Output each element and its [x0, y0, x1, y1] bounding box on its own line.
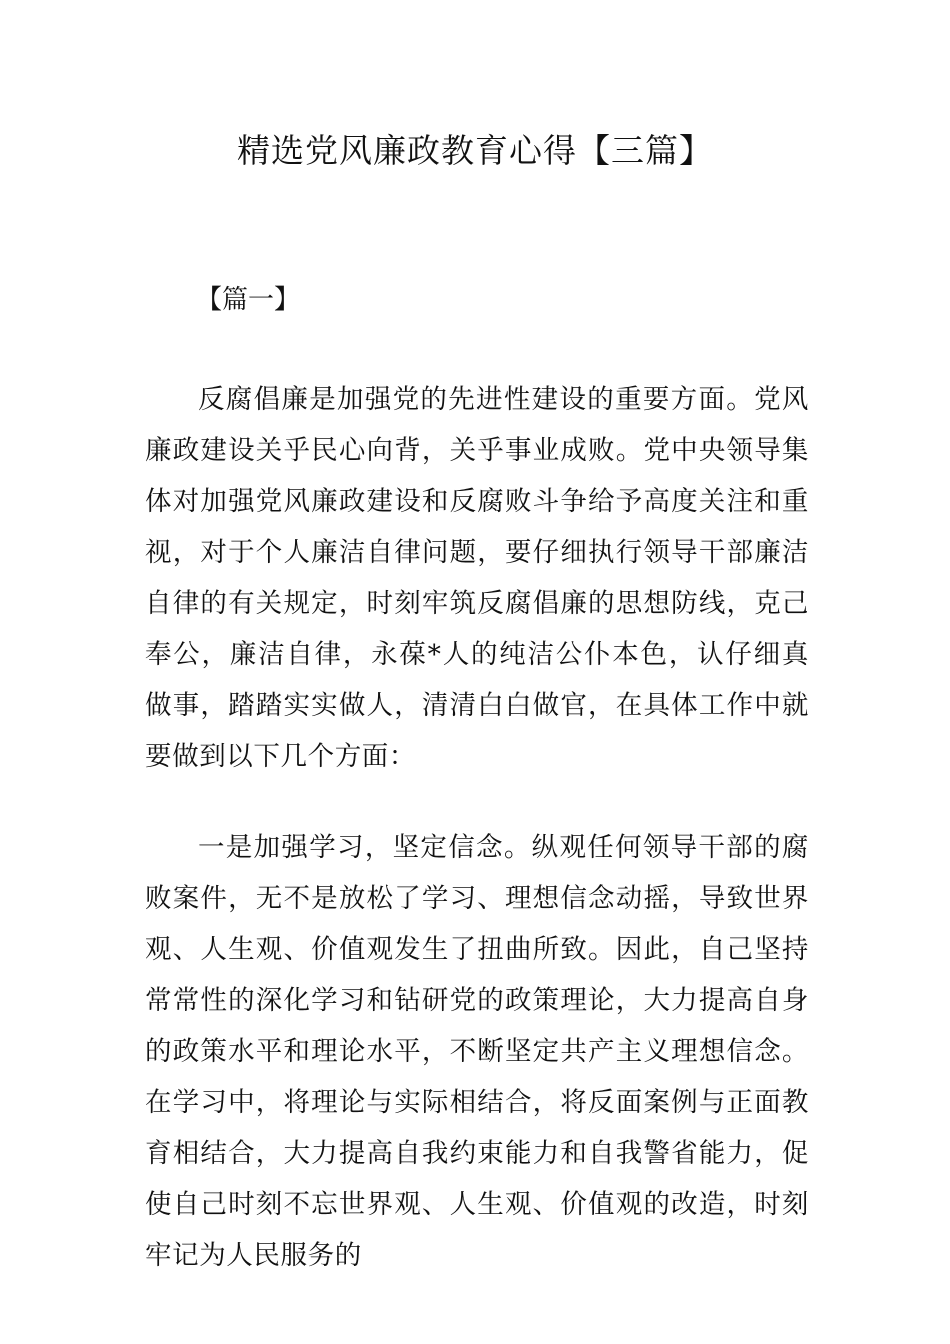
paragraph: 一是加强学习，坚定信念。纵观任何领导干部的腐败案件，无不是放松了学习、理想信念动摇，导致世界观、人生观、价值观发生了扭曲所致。因此，自己坚持常常性的深化学习和钻研党的政策理论，大力提高自身的政策水平和理论水平，不断坚定共产主义理想信念。在学习中，将理论与实际相结合，将反面案例与正面教育相结合，大力提高自我约束能力和自我警省能力，促使自己时刻不忘世界观、人生观、价值观的改造，时刻牢记为人民服务的	[145, 832, 809, 1271]
section-heading: 【篇一】	[196, 285, 301, 315]
paragraph: 反腐倡廉是加强党的先进性建设的重要方面。党风廉政建设关乎民心向背，关乎事业成败。党中央领导集体对加强党风廉政建设和反腐败斗争给予高度关注和重视，对于个人廉洁自律问题，要仔细执行领导干部廉洁自律的有关规定，时刻牢筑反腐倡廉的思想防线，克己奉公，廉洁自律，永葆*人的纯洁公仆本色，认仔细真做事，踏踏实实做人，清清白白做官，在具体工作中就要做到以下几个方面：	[145, 384, 809, 772]
document-title: 精选党风廉政教育心得【三篇】	[237, 131, 713, 170]
